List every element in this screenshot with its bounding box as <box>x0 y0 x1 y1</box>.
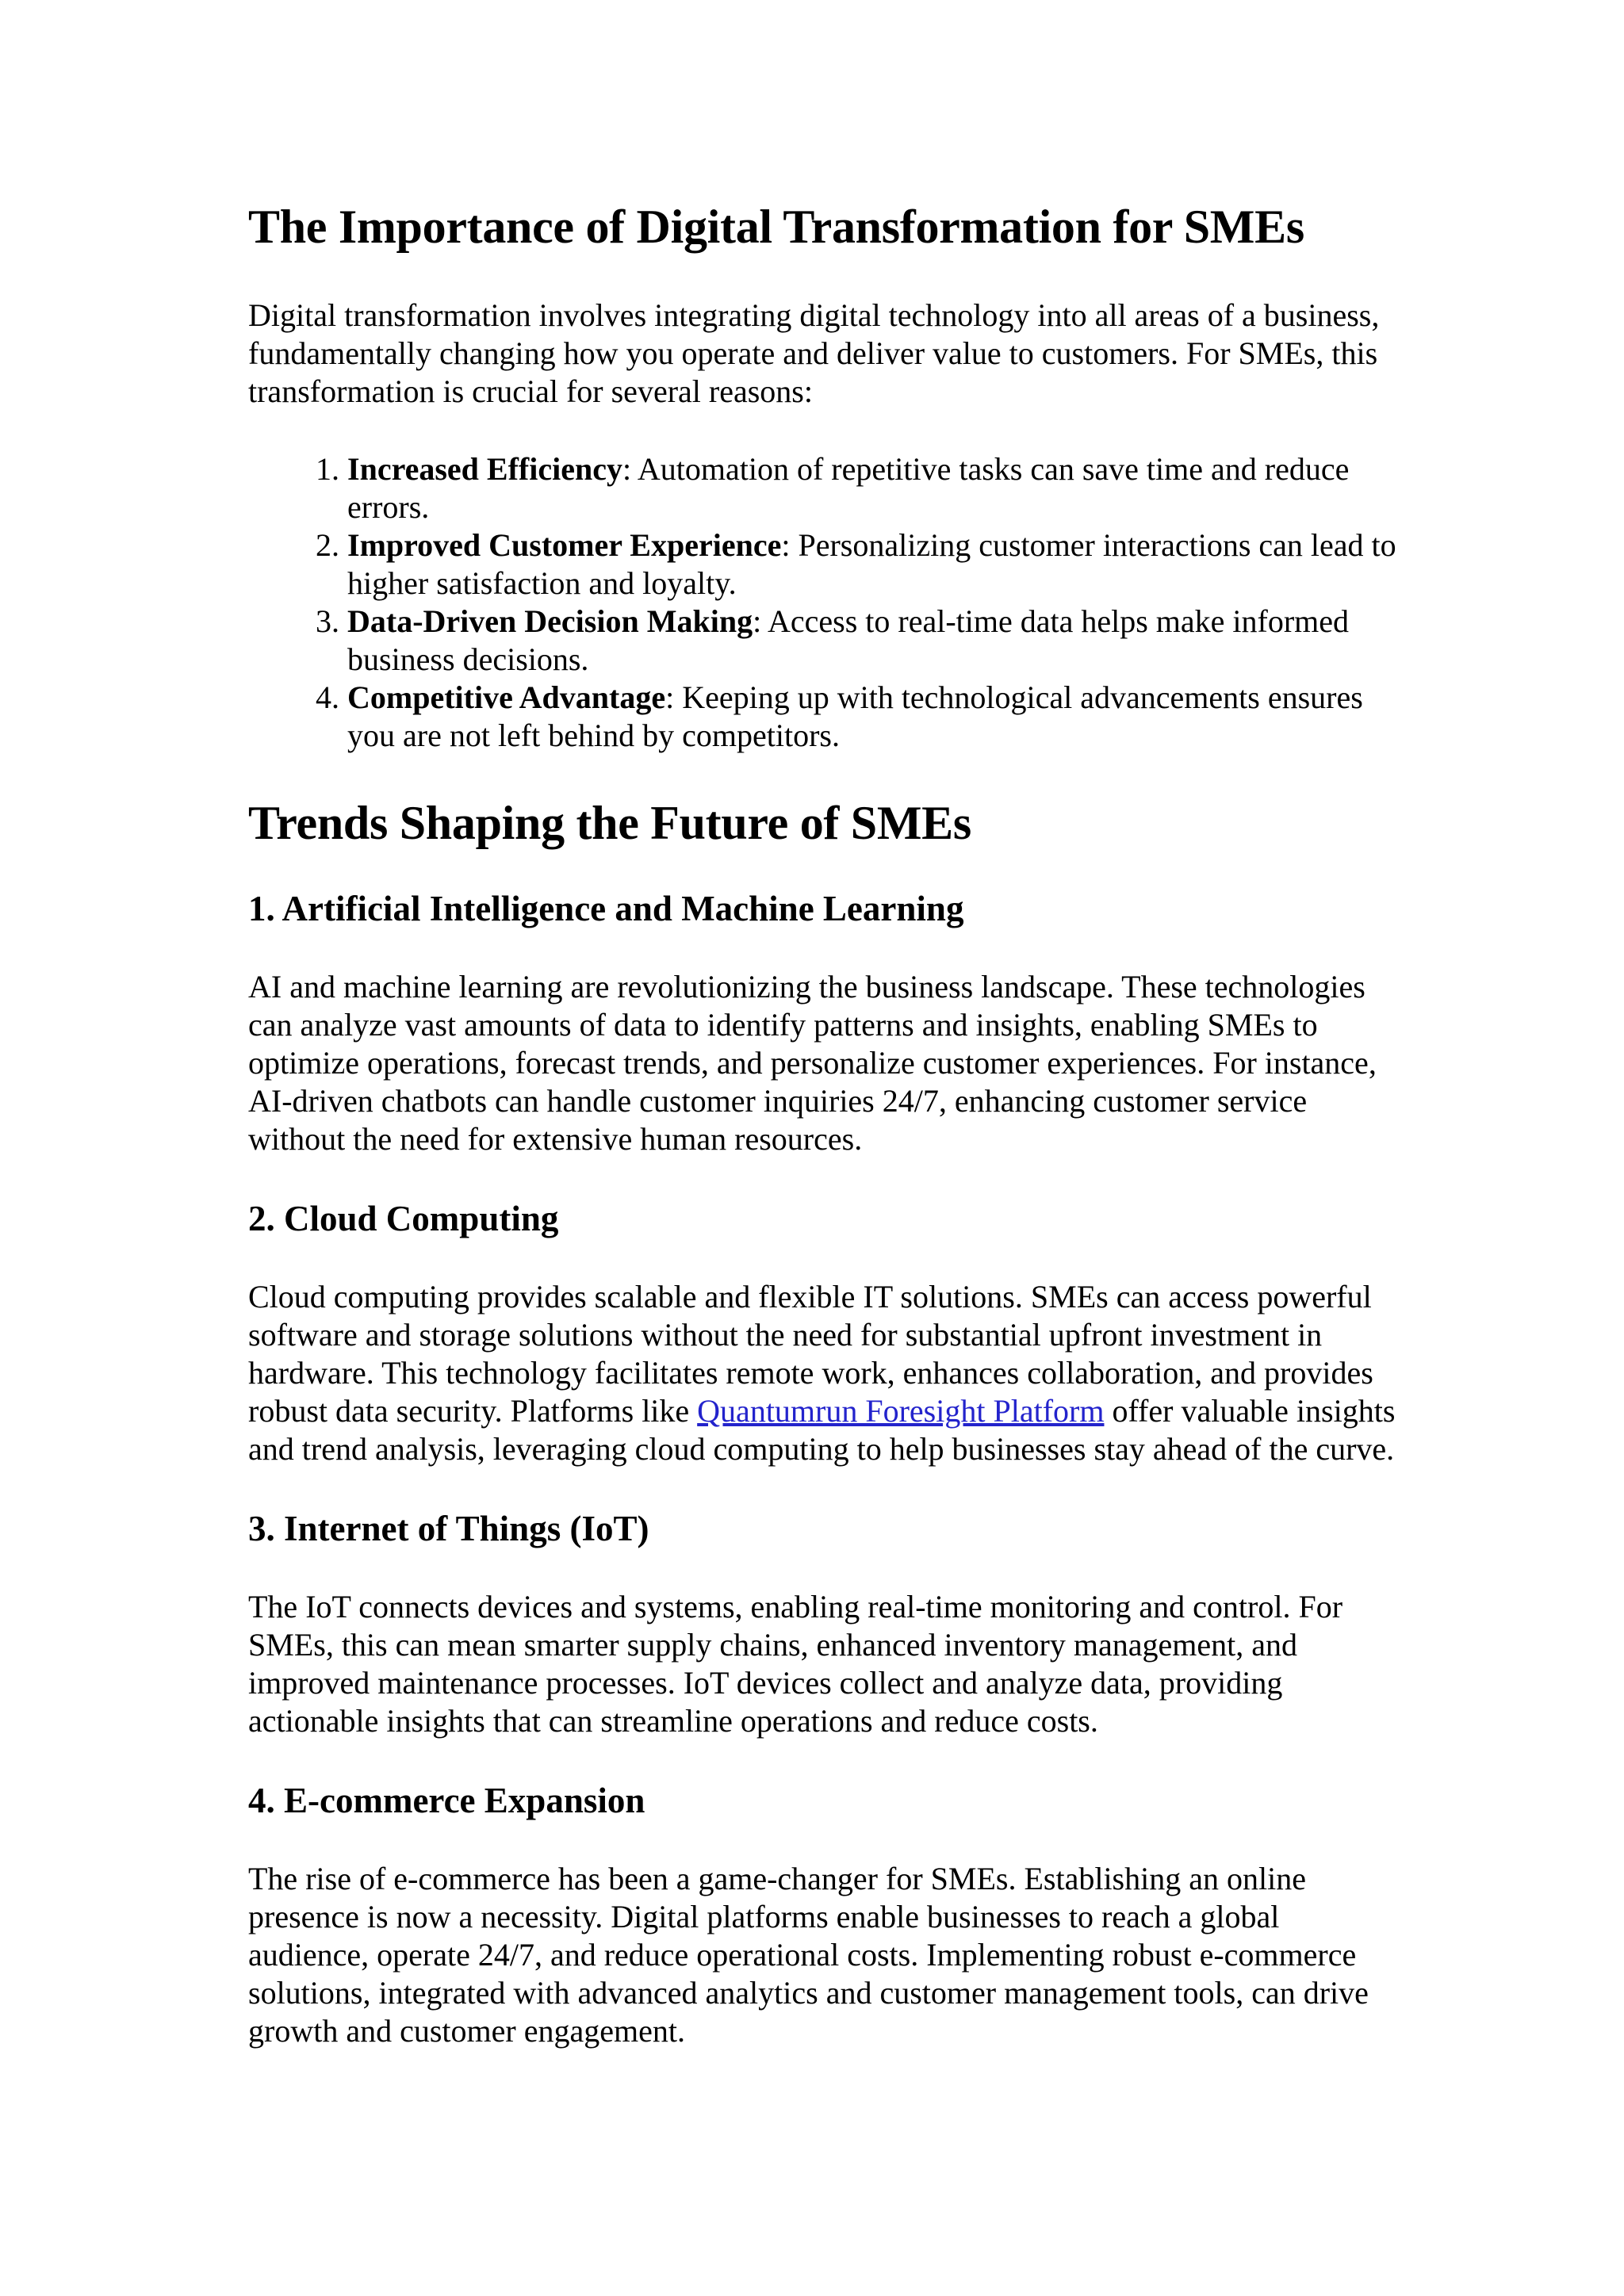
trend-body-iot: The IoT connects devices and systems, enabling real-time monitoring and control. For SMEs, this can mean smarter supply chains, enhanced inventory management, and improved maintenance processes. IoT devices collect and analyze data, providing actionable insights that can streamline operations and reduce costs. <box>248 1589 1343 1739</box>
trend-heading-ai: 1. Artificial Intelligence and Machine Learning <box>248 889 964 928</box>
list-item <box>347 526 1398 603</box>
reason-text: : Access to real-time data helps make informed business decisions. <box>347 603 1350 677</box>
intro-paragraph: Digital transformation involves integrating digital technology into all areas of a business, fundamentally changing how you operate and deliver value to customers. For SMEs, this transformation is crucial for several reasons: <box>248 297 1380 409</box>
document-page <box>248 198 1398 2050</box>
section-title-digital-transformation: The Importance of Digital Transformation for SMEs <box>248 201 1304 253</box>
trend-heading-iot: 3. Internet of Things (IoT) <box>248 1509 649 1548</box>
reason-text: : Automation of repetitive tasks can save time and reduce errors. <box>347 451 1350 525</box>
reason-term: Competitive Advantage <box>347 679 666 715</box>
reason-term: Improved Customer Experience <box>347 527 782 563</box>
trend-body-cloud <box>248 1278 1398 1468</box>
list-item <box>347 603 1398 679</box>
reason-text: : Keeping up with technological advancements ensures you are not left behind by competitors. <box>347 679 1363 753</box>
reasons-list <box>248 450 1398 755</box>
quantumrun-link[interactable]: Quantumrun Foresight Platform <box>697 1393 1105 1429</box>
list-item <box>347 450 1398 526</box>
list-item <box>347 679 1398 755</box>
trend-body-ecommerce: The rise of e-commerce has been a game-changer for SMEs. Establishing an online presence is now a necessity. Digital platforms enable businesses to reach a global audience, operate 24/7, and reduce operational costs. Implementing robust e-commerce solutions, integrated with advanced analytics and customer management tools, can drive growth and customer engagement. <box>248 1861 1369 2049</box>
cloud-text-after: offer valuable insights and trend analysis, leveraging cloud computing to help businesses stay ahead of the curve. <box>248 1393 1396 1467</box>
reason-term: Increased Efficiency <box>347 451 622 487</box>
trend-heading-cloud: 2. Cloud Computing <box>248 1199 559 1238</box>
reason-text: : Personalizing customer interactions can lead to higher satisfaction and loyalty. <box>347 527 1396 601</box>
trend-body-ai: AI and machine learning are revolutionizing the business landscape. These technologies can analyze vast amounts of data to identify patterns and insights, enabling SMEs to optimize operations, forecast trends, and personalize customer experiences. For instance, AI-driven chatbots can handle customer inquiries 24/7, enhancing customer service without the need for extensive human resources. <box>248 969 1377 1157</box>
reason-term: Data-Driven Decision Making <box>347 603 753 639</box>
cloud-text-before: Cloud computing provides scalable and flexible IT solutions. SMEs can access powerful software and storage solutions without the need for substantial upfront investment in hardware. This technology facilitates remote work, enhances collaboration, and provides robust data security. Platforms like <box>248 1279 1373 1429</box>
trend-heading-ecommerce: 4. E-commerce Expansion <box>248 1781 645 1820</box>
section-title-trends: Trends Shaping the Future of SMEs <box>248 797 971 849</box>
